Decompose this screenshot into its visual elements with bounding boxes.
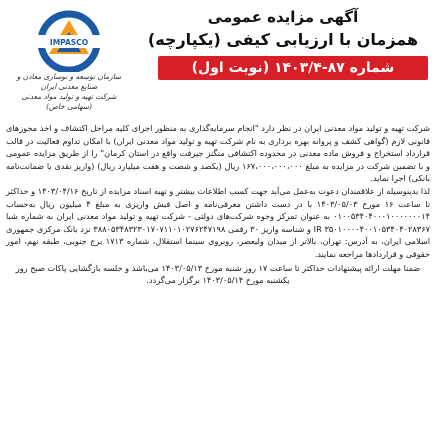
notice-number-banner: شماره ۸۷-۱۴۰۳/۴ (نوبت اول) <box>158 56 428 80</box>
body-paragraph-3: ضمنا مهلت ارائه پیشنهادات حداکثر تا ساعت ۱۷ روز شنبه مورخ ۱۴۰۳/۰۵/۱۳ می‌باشد و جلسه بازگشایی پاکات صبح روز یکشنبه مورخ ۱۴۰۳/۰۵/۱۴ برگزار می‌گردد. <box>15 262 421 286</box>
notice-title: آگهی مزایده عمومی <box>207 8 359 26</box>
impasco-logo-icon <box>32 8 106 72</box>
notice-titles <box>138 6 428 80</box>
org-line-2: شرکت تهیه و تولید مواد معدنی <box>21 92 117 101</box>
org-line-3: (سهامی خاص) <box>46 102 92 111</box>
company-logo-block <box>8 8 128 120</box>
notice-body <box>6 122 430 287</box>
body-paragraph-1: شرکت تهیه و تولید مواد معدنی ایران در نظر دارد "انجام سرمایه‌گذاری به منظور اجرای کلیه مراحل اکتشاف و اخذ مجوزهای قانونی لازم (گواهی کشف و پروانه بهره برداری به نام شرکت تهیه و تولید مواد معدنی ایران) با امکان تداوم فعالیت در قالب قرارداد استخراج و فروش ماده معدنی در محدوده اکتشافی منگنز جیرفت واقع در استان کرمان" را از طریق مزایده عمومی و با تضمین شرکت در مزایده به مبلغ ۱۶۷،۰۰۰،۰۰۰،۰۰۰ ریال (یکصد و شصت و هفت میلیارد ریال) (واریز نقدی یا ضمانت‌نامه بانکی) اجرا نماید. <box>6 123 431 184</box>
org-line-1: سازمان توسعه و نوسازی معادن و صنایع معدنی ایران <box>16 72 122 91</box>
logo-label: IMPASCO <box>49 38 89 47</box>
body-paragraph-2: لذا بدینوسیله از علاقمندان دعوت به‌عمل می‌آید جهت کسب اطلاعات بیشتر و تهیه اسناد مزایده از تاریخ ۱۴۰۳/۰۴/۱۶ و حداکثر تا ساعت ۱۶ مورخ ۱۴۰۳/۰۵/۰۳ با در دست داشتن معرفی‌نامه و اصل فیش واریزی به مبلغ ۴ میلیون ریال به‌حساب ۰۱۰۰۵۳۴۰۴۰۰۰۱۰۰۰۰۰۰۰۱۴ به عنوان تمرکز وجوه شرکت‌های دولتی - شرکت تهیه و تولید مواد معدنی ایران به شماره شبا IR ۳۵۰۱۰۰۰۰۴۰۰۱۰۵۳۴۰۴۰۲۸۳۶۷ و شناسه واریز ۳۰ رقمی ۳۸۸۰۵۳۴۸۳۲۳۰۱۷۰۷۱۱۰۱۰۲۷۶۲۴۷۱۹۸ نزد بانک مرکزی جمهوری اسلامی ایران، به آدرس: تهران، بالاتر از میدان ولیعصر، روبروی سینما استقلال، شماره ۱۷۱۳ برج جنوبی، طبقه نهم، امور حقوقی و قراردادها مراجعه نمایند. <box>6 185 430 259</box>
organization-name <box>8 72 130 112</box>
notice-subtitle: همزمان با ارزیابی کیفی (یکپارچه) <box>147 30 419 49</box>
